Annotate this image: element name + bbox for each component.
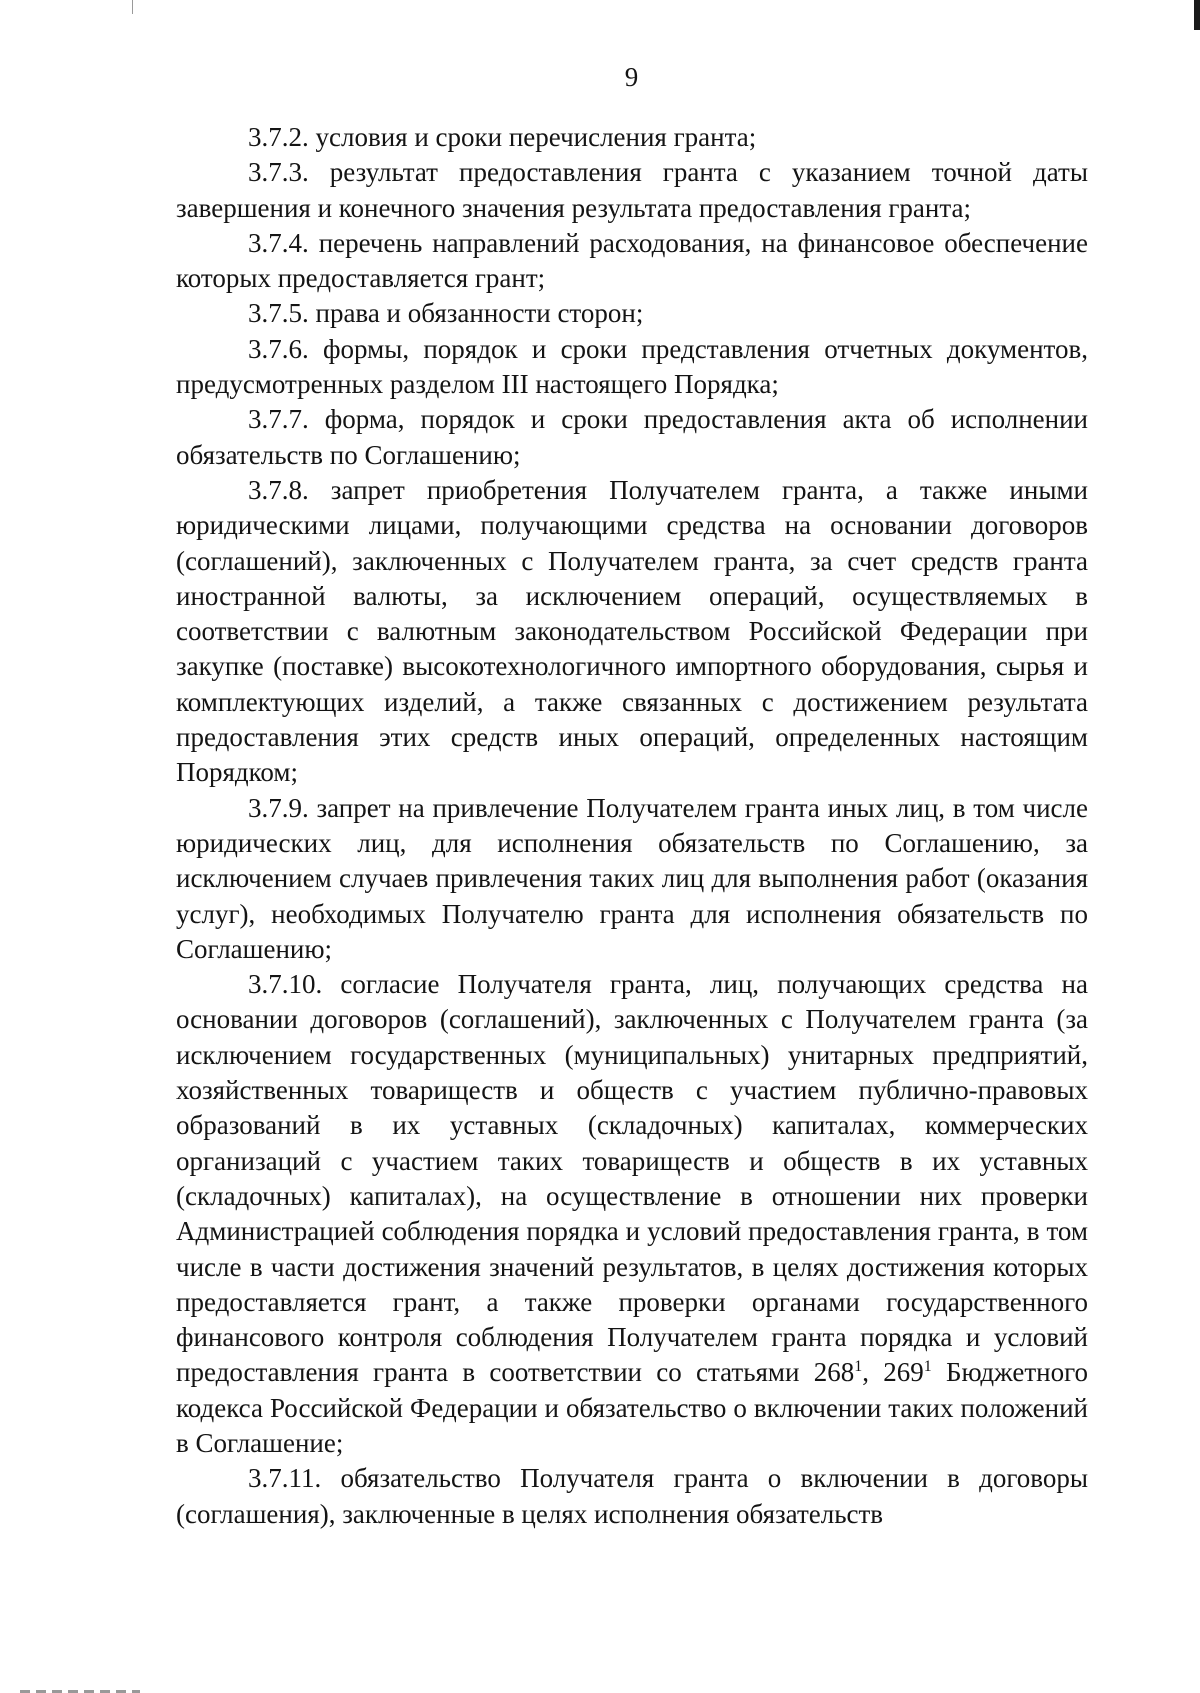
paragraph-3-7-10 [176,967,1088,1461]
superscript-1: 1 [854,1358,863,1376]
paragraph-3-7-5: 3.7.5. права и обязанности сторон; [248,298,644,329]
page-number: 9 [624,62,639,92]
document-body [176,120,1088,1532]
scan-edge-mark [1194,0,1200,30]
paragraph-3-7-10-text-1: 3.7.10. согласие Получателя гранта, лиц, получающих средства на основании договоров (соглашений), заключенных с Получателем гранта (за исключением государственных (муниципальных) унитарных предприятий, хозяйственных товариществ и обществ с участием публично-правовых образований в их уставных (складочных) капиталах, коммерческих организаций с участием таких товариществ и обществ в их уставных (складочных) капиталах), на осуществление в отношении них проверки Администрацией соблюдения порядка и условий предоставления гранта, в том числе в части достижения значений результатов, в целях достижения которых предоставляется грант, а также проверки органами государственного финансового контроля соблюдения Получателем гранта порядка и условий предоставления гранта в соответствии со статьями 268 [176,969,1088,1388]
paragraph-3-7-9: 3.7.9. запрет на привлечение Получателем гранта иных лиц, в том числе юридических лиц, для исполнения обязательств по Соглашению, за исключением случаев привлечения таких лиц для выполнения работ (оказания услуг), необходимых Получателю гранта для исполнения обязательств по Соглашению; [176,792,1088,964]
paragraph-3-7-6: 3.7.6. формы, порядок и сроки представления отчетных документов, предусмотренных разделом III настоящего Порядка; [176,333,1088,400]
paragraph-3-7-7: 3.7.7. форма, порядок и сроки предоставления акта об исполнении обязательств по Соглашению; [176,404,1088,470]
paragraph-3-7-10-text-3: Бюджетного кодекса Российской Федерации и обязательство о включении таких положений в Соглашение; [176,1357,1088,1458]
paragraph-3-7-8: 3.7.8. запрет приобретения Получателем гранта, а также иными юридическими лицами, получающими средства на основании договоров (соглашений), заключенных с Получателем гранта, за счет средств гранта иностранной валюты, за исключением операций, осуществляемых в соответствии с валютным законодательством Российской Федерации при закупке (поставке) высокотехнологичного импортного оборудования, сырья и комплектующих изделий, а также связанных с достижением результата предоставления этих средств иных операций, определенных настоящим Порядком; [176,474,1088,788]
paragraph-3-7-3: 3.7.3. результат предоставления гранта с указанием точной даты завершения и конечного значения результата предоставления гранта; [176,157,1088,223]
paragraph-3-7-2: 3.7.2. условия и сроки перечисления гранта; [248,122,757,152]
scan-tick-mark [132,0,133,14]
paragraph-3-7-4: 3.7.4. перечень направлений расходования, на финансовое обеспечение которых предоставляется грант; [176,227,1088,294]
superscript-2: 1 [923,1358,932,1376]
paragraph-3-7-10-text-2: , 269 [862,1357,924,1388]
paragraph-3-7-11: 3.7.11. обязательство Получателя гранта о включении в договоры (соглашения), заключенные в целях исполнения обязательств [176,1463,1088,1529]
